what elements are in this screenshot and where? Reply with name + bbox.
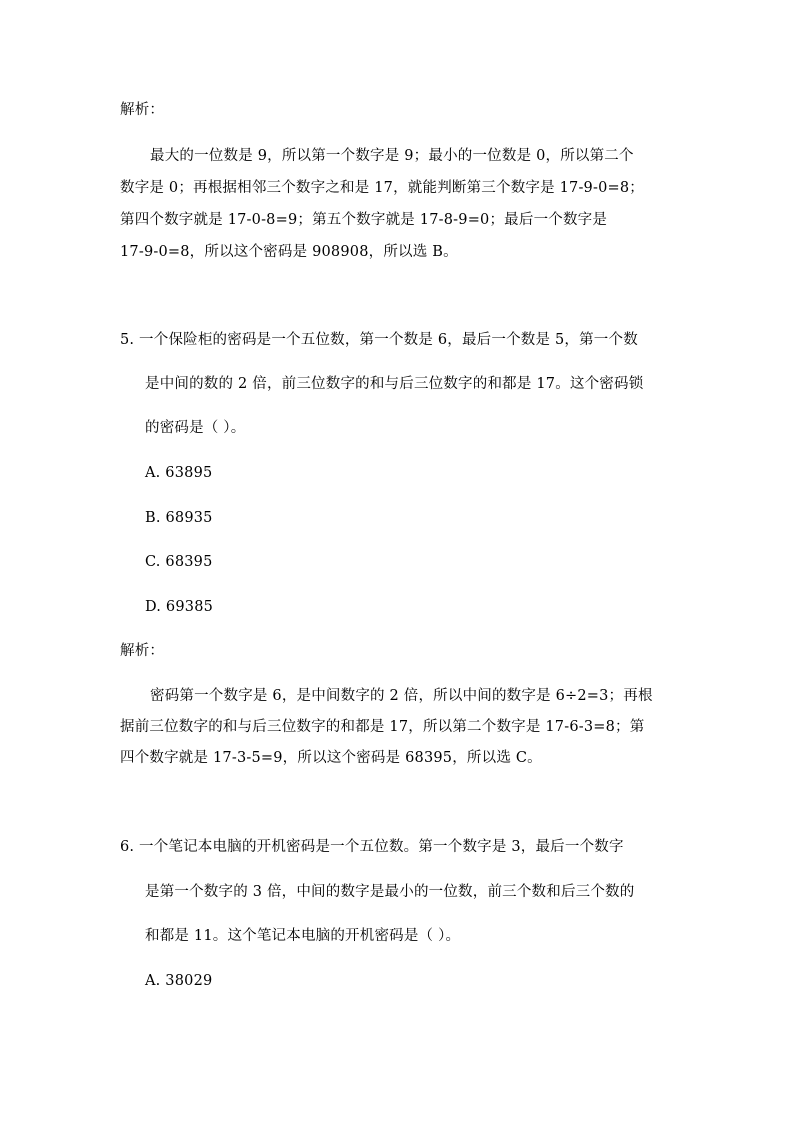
question-5-line-1: 5. 一个保险柜的密码是一个五位数，第一个数是 6，最后一个数是 5，第一个数 [120,332,638,348]
analysis-label-2: 解析： [120,643,165,659]
analysis-2-line-2: 据前三位数字的和与后三位数字的和都是 17，所以第二个数字是 17-6-3=8；第 [120,719,645,735]
question-5-line-2: 是中间的数的 2 倍，前三位数字的和与后三位数字的和都是 17。这个密码锁 [145,376,644,392]
question-6-line-1: 6. 一个笔记本电脑的开机密码是一个五位数。第一个数字是 3，最后一个数字 [120,839,624,855]
analysis-1-line-1: 最大的一位数是 9，所以第一个数字是 9；最小的一位数是 0，所以第二个 [150,148,634,164]
analysis-1-line-4: 17-9-0=8，所以这个密码是 908908，所以选 B。 [120,244,458,260]
question-6-option-a: A. 38029 [145,973,213,989]
question-5-option-d: D. 69385 [145,599,214,615]
analysis-2-line-3: 四个数字就是 17-3-5=9，所以这个密码是 68395，所以选 C。 [120,750,542,766]
analysis-2-line-1: 密码第一个数字是 6，是中间数字的 2 倍，所以中间的数字是 6÷2=3；再根 [150,688,653,704]
analysis-1-line-2: 数字是 0；再根据相邻三个数字之和是 17，就能判断第三个数字是 17-9-0=8； [120,180,644,196]
question-5-option-c: C. 68395 [145,554,213,570]
analysis-1-line-3: 第四个数字就是 17-0-8=9；第五个数字就是 17-8-9=0；最后一个数字是 [120,212,608,228]
question-6-line-2: 是第一个数字的 3 倍，中间的数字是最小的一位数，前三个数和后三个数的 [145,884,635,900]
question-5-line-3: 的密码是（ ）。 [145,420,246,436]
question-6-line-3: 和都是 11。这个笔记本电脑的开机密码是（ ）。 [145,928,461,944]
question-5-option-b: B. 68935 [145,510,213,526]
analysis-label-1: 解析： [120,102,165,118]
question-5-option-a: A. 63895 [145,465,213,481]
